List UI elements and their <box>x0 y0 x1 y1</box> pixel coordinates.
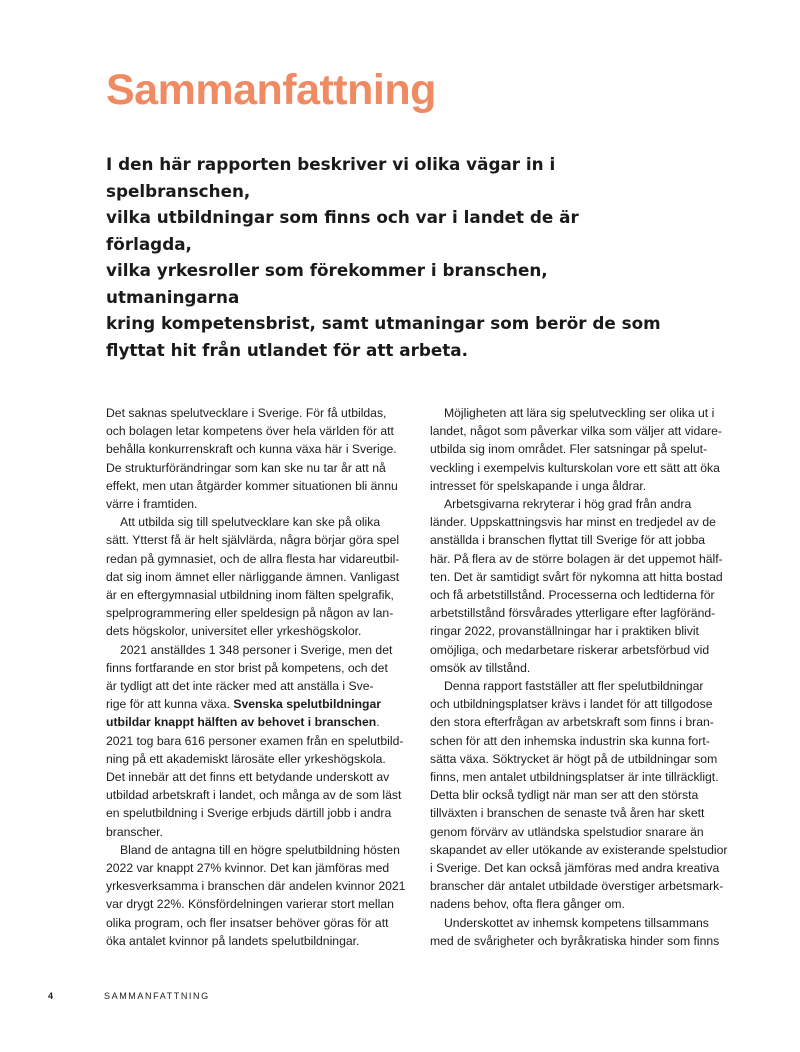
body-paragraph: 2021 anställdes 1 348 personer i Sverige, men det finns fortfarande en stor brist på kompetens, och det är tydligt att det inte räcker med att anställa i Sve- rige för att kunna växa. Svenska spelutbildningar utbildar knappt hälften av behovet i branschen. 2021 tog bara 616 personer examen från en spelutbild- ning på ett akademiskt lärosäte eller yrkeshögskola. Det innebär att det finns ett betydande underskott av utbildad arbetskraft i landet, och många av de som läst en spelutbildning i Sverige erbjuds därtill jobb i andra branscher. <box>106 642 404 839</box>
lead-line: vilka yrkesroller som förekommer i branschen, utmaningarna <box>106 260 548 307</box>
lead-line: flyttat hit från utlandet för att arbeta. <box>106 339 468 360</box>
body-paragraph: Arbetsgivarna rekryterar i hög grad från andra länder. Uppskattningsvis har minst en tredjedel av de anställda i branschen flyttat till Sverige för att jobba här. På flera av de större bolagen är det uppemot hälf- ten. Det är samtidigt svårt för nykomna att hitta bostad och få arbetstillstånd. Processerna och ledtiderna för arbetstillstånd försvårades ytterligare efter lagföränd- ringar 2022, provanställningar har i praktiken blivit omöjliga, och medarbetare riskerar arbetsförbud vid omsök av tillstånd. <box>430 497 723 675</box>
body-paragraph: Att utbilda sig till spelutvecklare kan ske på olika sätt. Ytterst få är helt självlärda, några börjar göra spel redan på gymnasiet, och de allra flesta har vidareutbil- dat sig inom ämnet eller närliggande ämnen. Vanligast är en eftergymnasial utbildning inom fälten spelgrafik, spelprogrammering eller speldesign på någon av lan- dets högskolor, universitet eller yrkeshögskolor. <box>106 515 400 639</box>
lead-line: kring kompetensbrist, samt utmaningar som berör de som <box>106 313 661 333</box>
lead-line: vilka utbildningar som finns och var i landet de är förlagda, <box>106 207 579 254</box>
page-number: 4 <box>48 991 54 1001</box>
body-paragraph: Det saknas spelutvecklare i Sverige. För få utbildas, och bolagen letar kompetens över hela världen för att behålla konkurrenskraft och kunna växa här i Sverige. De strukturförändringar som kan ske nu tar år att nå effekt, men utan åtgärder kommer situationen bli ännu värre i framtiden. <box>106 406 398 512</box>
body-paragraph: Underskottet av inhemsk kompetens tillsammans med de svårigheter och byråkratiska hinder som finns <box>430 915 720 948</box>
page-title: Sammanfattning <box>106 66 436 114</box>
lead-paragraph <box>106 151 666 363</box>
body-column-right <box>430 404 736 950</box>
highlight-text: Svenska spelutbildningar <box>233 697 382 712</box>
body-paragraph: Möjligheten att lära sig spelutveckling ser olika ut i landet, något som påverkar vilka som väljer att vidare- utbilda sig inom området. Fler satsningar på spelut- veckling i exempelvis kulturskolan vore ett sätt att öka intresset för spelskapande i unga åldrar. <box>430 406 722 493</box>
body-column-left <box>106 404 406 950</box>
highlight-text: utbildar knappt hälften av behovet i branschen <box>106 715 377 730</box>
lead-line: I den här rapporten beskriver vi olika vägar in i spelbranschen, <box>106 154 556 201</box>
body-paragraph: Bland de antagna till en högre spelutbildning hösten 2022 var knappt 27% kvinnor. Det kan jämföras med yrkesverksamma i branschen där andelen kvinnor 2021 var drygt 22%. Könsfördelningen varierar stort mellan olika program, och fler insatser behöver göras för att öka antalet kvinnor på landets spelutbildningar. <box>106 842 406 948</box>
body-paragraph: Denna rapport fastställer att fler spelutbildningar och utbildningsplatser krävs i landet för att tillgodose den stora efterfrågan av arbetskraft som finns i bran- schen för att den inhemska industrin ska kunna fort- sätta växa. Söktrycket är högt på de utbildningar som finns, men antalet utbildningsplatser är inte tillräckligt. Detta blir också tydligt när man ser att den största tillväxten i branschen de senaste två åren har skett genom förvärv av utländska spelstudior snarare än skapandet av eller utökande av existerande spelstudior i Sverige. Det kan också jämföras med andra kreativa branscher där antalet utbildade överstiger arbetsmark- nadens behov, ofta flera gånger om. <box>430 679 728 912</box>
running-head: SAMMANFATTNING <box>104 991 210 1001</box>
